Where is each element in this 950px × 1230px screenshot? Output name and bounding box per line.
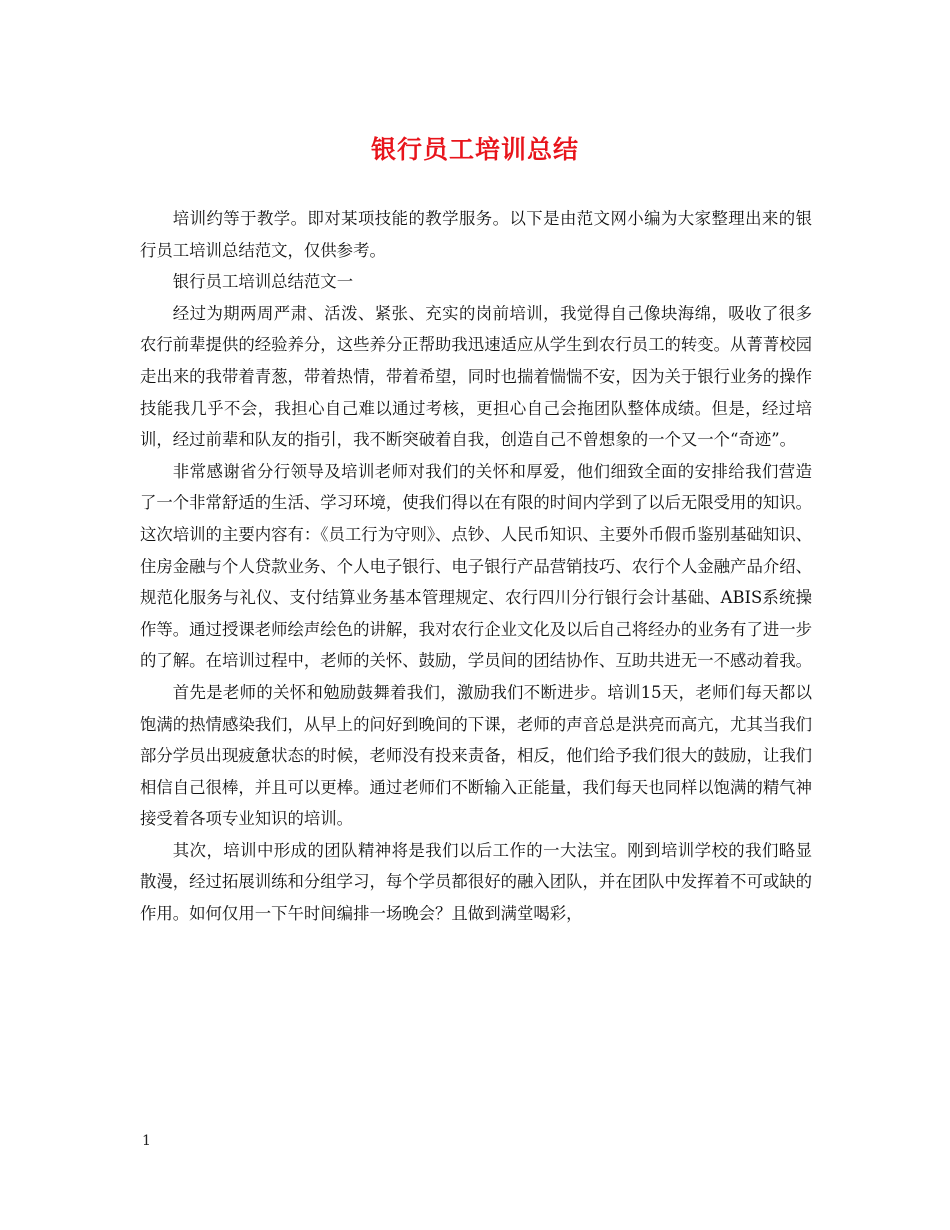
paragraph-1: 经过为期两周严肃、活泼、紧张、充实的岗前培训，我觉得自己像块海绵，吸收了很多农行前辈提供的经验养分，这些养分正帮助我迅速适应从学生到农行员工的转变。从菁菁校园走出来的我带着青葱，带着热情，带着希望，同时也揣着惴惴不安，因为关于银行业务的操作技能我几乎不会，我担心自己难以通过考核，更担心自己会拖团队整体成绩。但是，经过培训，经过前辈和队友的指引，我不断突破着自我，创造自己不曾想象的一个又一个“奇迹”。 — [140, 303, 813, 450]
paragraph-intro: 培训约等于教学。即对某项技能的教学服务。以下是由范文网小编为大家整理出来的银行员工培训总结范文，仅供参考。 — [140, 209, 812, 260]
body-text — [140, 203, 812, 930]
page-title: 银行员工培训总结 — [370, 135, 579, 164]
paragraph-section-heading: 银行员工培训总结范文一 — [172, 272, 354, 292]
paragraph-4: 其次，培训中形成的团队精神将是我们以后工作的一大法宝。刚到培训学校的我们略显散漫，经过拓展训练和分组学习，每个学员都很好的融入团队，并在团队中发挥着不可或缺的作用。如何仅用一下午时间编排一场晚会？且做到满堂喝彩， — [140, 840, 813, 924]
paragraph-2: 非常感谢省分行领导及培训老师对我们的关怀和厚爱，他们细致全面的安排给我们营造了一个非常舒适的生活、学习环境，使我们得以在有限的时间内学到了以后无限受用的知识。这次培训的主要内容有：《员工行为守则》、点钞、人民币知识、主要外币假币鉴别基础知识、住房金融与个人贷款业务、个人电子银行、电子银行产品营销技巧、农行个人金融产品介绍、规范化服务与礼仪、支付结算业务基本管理规定、农行四川分行银行会计基础、ABIS系统操作等。通过授课老师绘声绘色的讲解，我对农行企业文化及以后自己将经办的业务有了进一步的了解。在培训过程中，老师的关怀、鼓励，学员间的团结协作、互助共进无一不感动着我。 — [140, 461, 813, 671]
paragraph-3: 首先是老师的关怀和勉励鼓舞着我们，激励我们不断进步。培训15天，老师们每天都以饱满的热情感染我们，从早上的问好到晚间的下课，老师的声音总是洪亮而高亢，尤其当我们部分学员出现疲惫状态的时候，老师没有投来责备，相反，他们给予我们很大的鼓励，让我们相信自己很棒，并且可以更棒。通过老师们不断输入正能量，我们每天也同样以饱满的精气神接受着各项专业知识的培训。 — [140, 682, 813, 829]
page-number: 1 — [142, 1133, 151, 1149]
